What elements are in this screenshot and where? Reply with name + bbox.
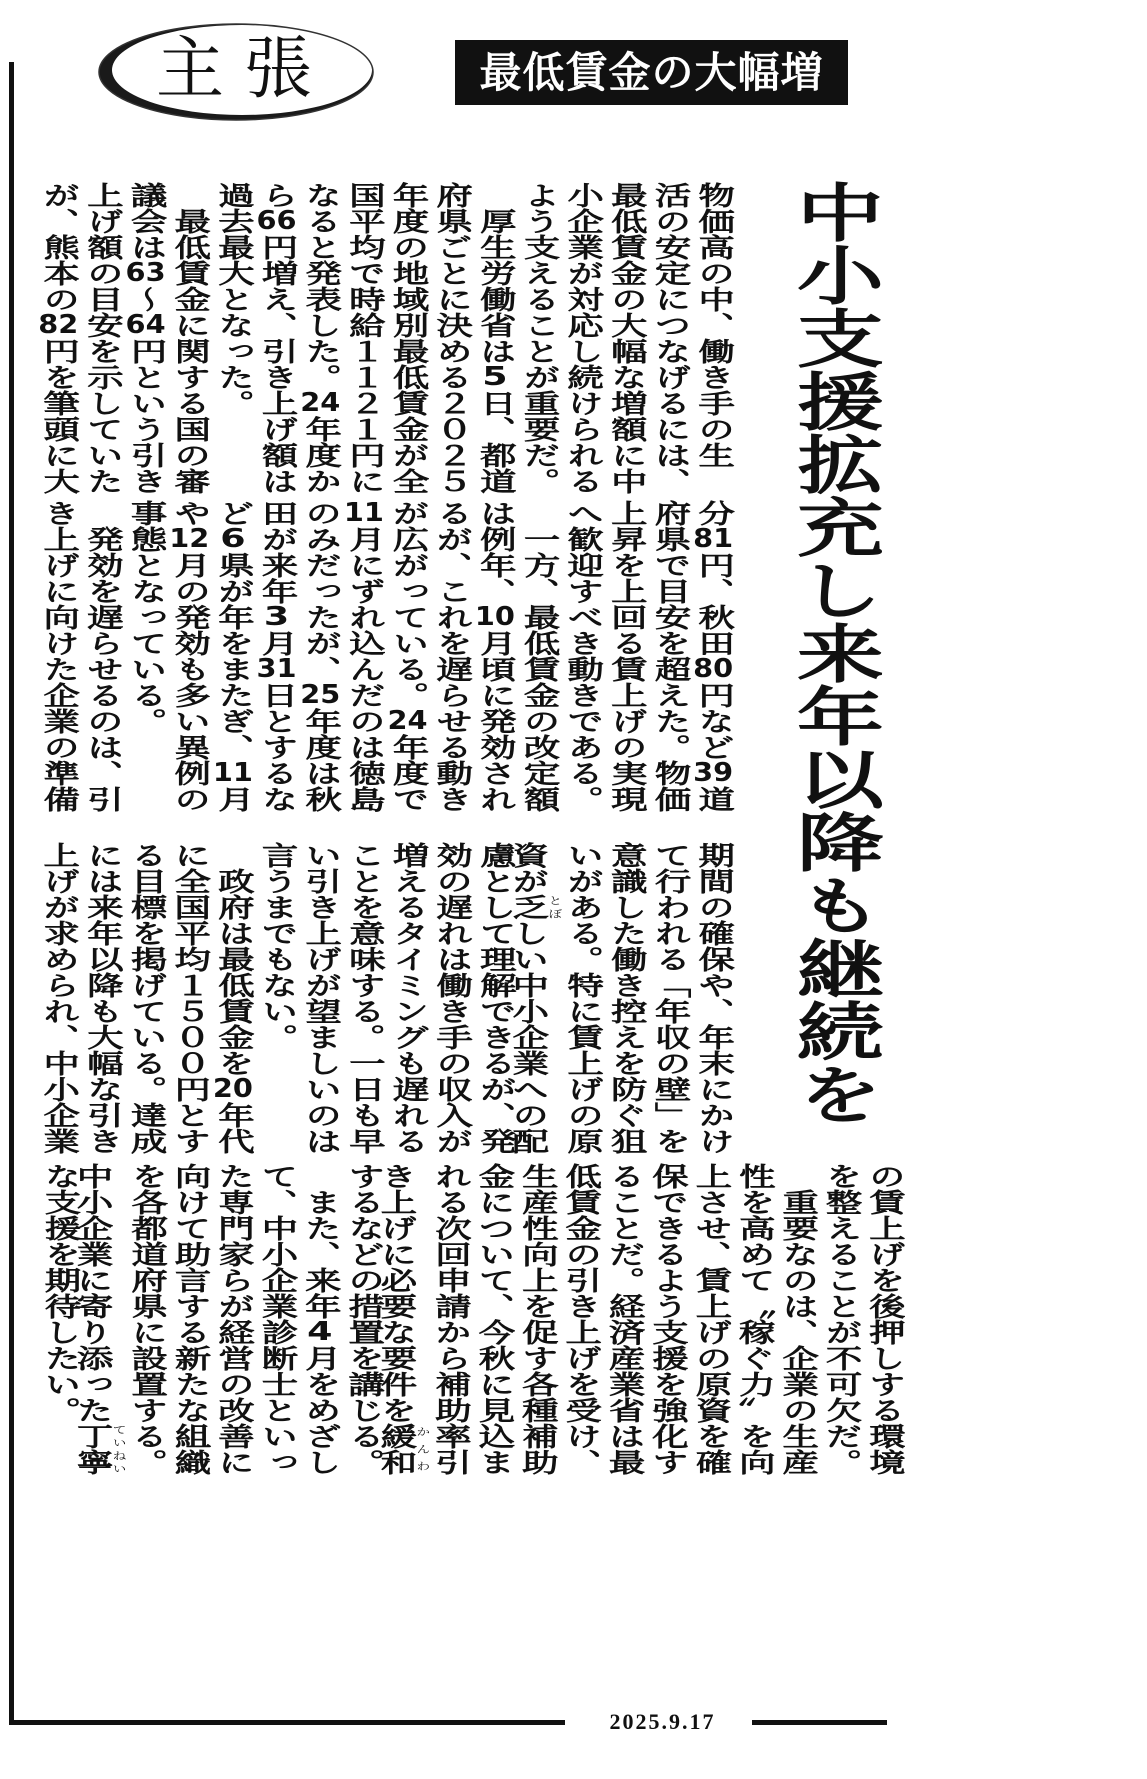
text-column: い引き上げが望ましいのは [299, 842, 342, 1154]
text-column: 過去最大となった。 [211, 182, 254, 416]
text-column: 上させ、賃上げの原資を確 [689, 1163, 732, 1475]
text-column [70, 1163, 125, 1493]
text-column: 分81円、秋田80円など39道 [692, 500, 734, 812]
text-column: ことを意味する。一日も早 [342, 842, 385, 1154]
text-column: 議会は63～64円という引き [124, 182, 167, 494]
upright-digits: 6 [220, 526, 246, 552]
text-column: 厚生労働省は5日、都道 [473, 182, 516, 494]
text-column: を各都道府県に設置する。 [125, 1163, 168, 1475]
body-tier-3 [35, 842, 734, 1172]
text-column: 物価高の中、働き手の生 [692, 182, 734, 468]
text-column: 一方、最低賃金の改定額 [517, 500, 560, 812]
text-column: 重要なのは、企業の生産 [776, 1163, 819, 1475]
text-column: な支援を期待したい。 [38, 1163, 81, 1423]
text-column: が広がっている。24年度で [386, 500, 429, 812]
upright-digits: 24 [387, 708, 428, 734]
text-column: ど6県が年をまたぎ、11月 [211, 500, 254, 812]
text-column: 年度の地域別最低賃金が全 [386, 182, 429, 494]
bottom-rule-left [9, 1720, 565, 1725]
text-segment: き上げに必要な要件を [374, 1163, 417, 1423]
ruby-base: 丁寧 [70, 1423, 113, 1475]
text-column: へ歓迎すべき動きである。 [561, 500, 604, 812]
text-column: いがある。特に賃上げの原 [561, 842, 604, 1154]
text-column: 上げ額の目安を示していた [80, 182, 123, 494]
text-segment: 資が [506, 842, 549, 894]
section-label: 主張 [156, 30, 333, 109]
text-column: また、来年4月をめざし [298, 1163, 341, 1475]
text-column: 増えるタイミングも遅れる [386, 842, 429, 1154]
text-column: 上昇を上回る賃上げの実現 [604, 500, 647, 812]
publication-date: 2025.9.17 [609, 1709, 716, 1734]
text-column: 期間の確保や、年末にかけ [692, 842, 734, 1154]
text-column: 事態となっている。 [124, 500, 167, 734]
text-column: 金について、今秋に見込ま [472, 1163, 515, 1475]
text-column: の賃上げを後押しする環境 [863, 1163, 905, 1475]
text-column: が、熊本の82円を筆頭に大 [37, 182, 80, 494]
article-left-border [9, 62, 14, 1725]
upright-digits: 81 [692, 526, 733, 552]
text-column: のみだったが、25年度は秋 [299, 500, 342, 812]
text-column: 低賃金の引き上げを受け、 [559, 1163, 602, 1475]
text-column: なると発表した。24年度か [299, 182, 342, 494]
text-column: 活の安定につなげるには、 [648, 182, 691, 494]
text-column: 性を高めて〝稼ぐ力〟を向 [732, 1163, 775, 1475]
upright-digits: 3 [263, 604, 290, 630]
text-column: 田が来年3月31日とするな [255, 500, 298, 812]
text-column: 小企業が対応し続けられる [561, 182, 604, 494]
text-column: 11月にずれ込んだのは徳島 [342, 500, 385, 812]
upright-digits: 31 [256, 656, 297, 682]
text-column: に全国平均１５００円とす [168, 842, 211, 1154]
text-column [506, 842, 561, 1172]
text-column: 向けて助言する新たな組織 [168, 1163, 211, 1475]
text-column: 慮として理解できるが、発 [473, 842, 516, 1154]
text-column: 府県で目安を超えた。物価 [648, 500, 691, 812]
text-column: 保できるよう支援を強化す [646, 1163, 688, 1475]
upright-digits: 10 [474, 604, 515, 630]
text-column: る目標を掲げている。達成 [124, 842, 167, 1154]
text-column: を整えることが不可欠だ。 [819, 1163, 862, 1475]
text-column: 最低賃金の大幅な増額に中 [604, 182, 647, 494]
upright-digits: 66 [256, 208, 297, 234]
upright-digits: 11 [212, 760, 253, 786]
text-column: 国平均で時給１１２１円に [342, 182, 385, 494]
upright-digits: 20 [212, 1076, 253, 1102]
body-tier-2 [35, 500, 734, 830]
body-tier-1 [35, 182, 734, 512]
upright-digits: 25 [300, 682, 341, 708]
text-column: 上げが求められ、中小企業 [37, 842, 80, 1154]
text-column: て、中小企業診断士といっ [255, 1163, 298, 1475]
ruby-reading: かんわ [412, 1423, 429, 1475]
upright-digits: 64 [125, 312, 166, 338]
editorial-title-box [455, 40, 848, 105]
upright-digits: 11 [343, 500, 384, 526]
upright-digits: 5 [482, 364, 508, 390]
text-column: 意識した働き控えを防ぐ狙 [604, 842, 647, 1154]
text-segment: しい中小企業への配 [506, 920, 549, 1154]
text-column: て行われる「年収の壁」を [648, 842, 691, 1154]
text-column: 最低賃金に関する国の審 [168, 182, 211, 494]
text-column: 言うまでもない。 [255, 842, 298, 1050]
upright-digits: 80 [692, 656, 733, 682]
text-column: ら66円増え、引き上げ額は [255, 182, 298, 494]
text-column: た専門家らが経営の改善に [212, 1163, 254, 1475]
upright-digits: 24 [300, 390, 341, 416]
bottom-rule-right [752, 1720, 887, 1725]
text-column: 効の遅れは働き手の収入が [430, 842, 473, 1154]
text-column: 政府は最低賃金を20年代 [211, 842, 254, 1154]
editorial-title: 最低賃金の大幅増 [479, 47, 824, 97]
ruby-annotated-word [70, 1423, 125, 1475]
text-column: るが、これを遅らせる動き [430, 500, 473, 812]
text-column: れる次回申請から補助率引 [429, 1163, 471, 1475]
upright-digits: 82 [38, 312, 79, 338]
text-column: 生産性向上を促す各種補助 [515, 1163, 558, 1475]
ruby-reading: ていねい [109, 1423, 125, 1475]
body-tier-4 [37, 1163, 905, 1493]
upright-digits: 39 [692, 760, 733, 786]
text-column: き上げに向けた企業の準備 [37, 500, 80, 812]
text-column: するなどの措置を講じる。 [342, 1163, 385, 1475]
text-column [374, 1163, 429, 1493]
headline: 中小支援拡充し来年以降も継続を [783, 180, 884, 1125]
ruby-reading: とぼ [544, 894, 561, 920]
text-column: よう支えることが重要だ。 [517, 182, 560, 494]
upright-digits: 63 [125, 260, 166, 286]
text-column: 府県ごとに決める２０２５ [430, 182, 473, 494]
text-column: 発効を遅らせるのは、引 [80, 500, 123, 812]
text-segment: 中小企業に寄り添った [70, 1163, 113, 1423]
text-column: や12月の発効も多い異例の [168, 500, 211, 812]
ruby-base: 緩和 [374, 1423, 417, 1475]
upright-digits: 12 [169, 526, 210, 552]
upright-digits: 4 [307, 1319, 333, 1345]
ruby-base: 乏 [506, 894, 549, 920]
text-column: には来年以降も大幅な引き [80, 842, 123, 1154]
text-column: は例年、10月頃に発効され [473, 500, 516, 812]
text-column: ることだ。経済産業省は最 [602, 1163, 645, 1475]
